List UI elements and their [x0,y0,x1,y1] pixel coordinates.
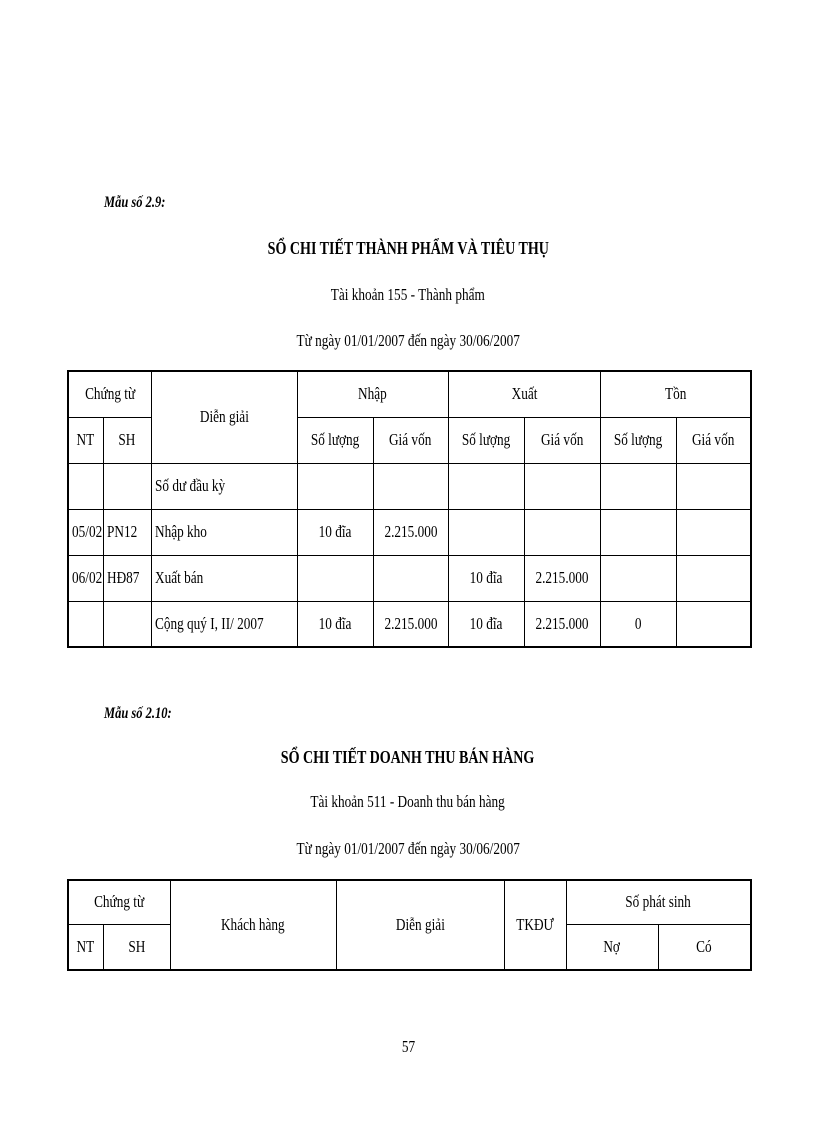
cell-ton-gia-von [676,555,751,601]
cell-dien-giai: Xuất bán [151,555,297,601]
account-subtitle: Tài khoản 511 - Doanh thu bán hàng [310,792,506,811]
cell-nhap-so-luong: 10 đĩa [297,601,373,647]
cell-ton-so-luong [600,555,676,601]
cell-nhap-gia-von [373,463,448,509]
cell-nt: 06/02 [68,555,103,601]
cell-nt: 05/02 [68,509,103,555]
sales-revenue-ledger-table [67,879,752,971]
header-nhap-gia-von: Giá vốn [373,417,448,463]
header-sh: SH [103,924,170,970]
header-ton-gia-von: Giá vốn [676,417,751,463]
cell-nhap-so-luong [297,463,373,509]
page-number: 57 [401,1037,415,1056]
cell-xuat-gia-von [524,463,600,509]
form-label: Mẫu số 2.9: [104,194,166,211]
header-chung-tu: Chứng từ [68,880,170,924]
table-row [68,509,751,555]
header-xuat: Xuất [448,371,600,417]
table-row [68,463,751,509]
cell-xuat-gia-von: 2.215.000 [524,601,600,647]
header-nt: NT [68,924,103,970]
cell-nt [68,463,103,509]
period-subtitle: Từ ngày 01/01/2007 đến ngày 30/06/2007 [296,839,520,858]
header-chung-tu: Chứng từ [68,371,151,417]
cell-nt [68,601,103,647]
cell-ton-so-luong [600,463,676,509]
account-subtitle: Tài khoản 155 - Thành phẩm [330,285,486,304]
cell-nhap-gia-von [373,555,448,601]
header-no: Nợ [566,924,658,970]
header-ton-so-luong: Số lượng [600,417,676,463]
cell-xuat-gia-von [524,509,600,555]
table-row-total [68,601,751,647]
header-nhap: Nhập [297,371,448,417]
header-khach-hang: Khách hàng [170,880,336,970]
cell-ton-so-luong: 0 [600,601,676,647]
form-label: Mẫu số 2.10: [104,705,172,722]
cell-dien-giai: Số dư đầu kỳ [151,463,297,509]
cell-dien-giai: Cộng quý I, II/ 2007 [151,601,297,647]
cell-xuat-so-luong [448,509,524,555]
cell-nhap-so-luong [297,555,373,601]
cell-nhap-so-luong: 10 đĩa [297,509,373,555]
form-title: SỔ CHI TIẾT DOANH THU BÁN HÀNG [281,747,535,767]
cell-sh [103,601,151,647]
cell-nhap-gia-von: 2.215.000 [373,509,448,555]
header-nhap-so-luong: Số lượng [297,417,373,463]
cell-xuat-gia-von: 2.215.000 [524,555,600,601]
period-subtitle: Từ ngày 01/01/2007 đến ngày 30/06/2007 [296,331,520,350]
header-nt: NT [68,417,103,463]
cell-sh: HĐ87 [103,555,151,601]
cell-xuat-so-luong: 10 đĩa [448,555,524,601]
form-title: SỔ CHI TIẾT THÀNH PHẨM VÀ TIÊU THỤ [267,238,549,258]
header-co: Có [658,924,751,970]
cell-ton-gia-von [676,601,751,647]
header-dien-giai: Diễn giải [336,880,504,970]
cell-dien-giai: Nhập kho [151,509,297,555]
header-ton: Tồn [600,371,751,417]
table-row [68,555,751,601]
cell-nhap-gia-von: 2.215.000 [373,601,448,647]
header-tkdu: TKĐƯ [504,880,566,970]
cell-sh: PN12 [103,509,151,555]
header-xuat-gia-von: Giá vốn [524,417,600,463]
header-dien-giai: Diễn giải [151,371,297,463]
cell-sh [103,463,151,509]
cell-xuat-so-luong [448,463,524,509]
cell-ton-gia-von [676,509,751,555]
finished-goods-ledger-table [67,370,752,648]
cell-ton-gia-von [676,463,751,509]
header-so-phat-sinh: Số phát sinh [566,880,751,924]
header-xuat-so-luong: Số lượng [448,417,524,463]
header-sh: SH [103,417,151,463]
cell-ton-so-luong [600,509,676,555]
cell-xuat-so-luong: 10 đĩa [448,601,524,647]
